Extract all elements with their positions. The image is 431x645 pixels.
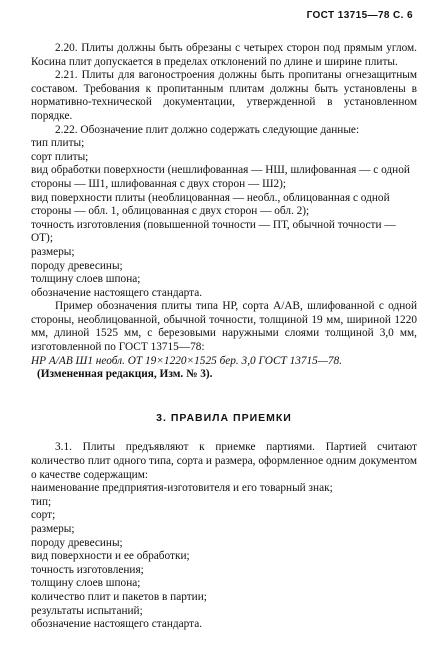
clause-2-22: 2.22. Обозначение плит должно содержать следующие данные:: [55, 123, 360, 136]
designation-item: обозначение настоящего стандарта.: [31, 286, 203, 299]
page-header: ГОСТ 13715—78 С. 6: [306, 10, 413, 21]
designation-item: сорт плиты;: [31, 150, 89, 163]
clause-2-20: 2.20. Плиты должны быть обрезаны с четырех сторон под прямым углом. Косина плит допускается в пределах отклонений по длине и ширине плиты.: [31, 42, 417, 68]
quality-item: количество плит и пакетов в партии;: [31, 590, 207, 603]
clause-2-21: 2.21. Плиты для вагоностроения должны быть пропитаны огнезащитным составом. Требования к пропитанным плитам должны быть установлены в нормативно-технической документации, утвержденной в установленном порядке.: [31, 69, 417, 122]
quality-item: наименование предприятия-изготовителя и его товарный знак;: [31, 482, 333, 495]
designation-example: Пример обозначения плиты типа НР, сорта А/АВ, шлифованной с одной стороны, необлицованной, обычной точности, толщиной 19 мм, шириной 1220 мм, длиной 1525 мм, с березовыми наружными слоями толщиной 3,0 мм, изготовленной по ГОСТ 13715—78:: [31, 300, 417, 354]
designation-item: размеры;: [31, 245, 75, 258]
quality-item: точность изготовления;: [31, 563, 144, 576]
quality-document-list: [31, 482, 417, 632]
designation-list: [31, 137, 417, 300]
designation-item: тип плиты;: [31, 137, 85, 150]
quality-item: толщину слоев шпона;: [31, 577, 141, 590]
quality-item: породу древесины;: [31, 536, 123, 549]
quality-item: тип;: [31, 495, 52, 508]
quality-item: обозначение настоящего стандарта.: [31, 618, 203, 631]
document-body: [31, 42, 417, 632]
clause-3-1: 3.1. Плиты предъявляют к приемке партиями. Партией считают количество плит одного типа, сорта и размера, оформленное одним документом о качестве содержащим:: [31, 441, 417, 481]
quality-item: вид поверхности и ее обработки;: [31, 550, 190, 563]
section-title: 3. ПРАВИЛА ПРИЕМКИ: [156, 411, 292, 424]
designation-item: толщину слоев шпона;: [31, 273, 141, 286]
quality-item: размеры;: [31, 523, 75, 535]
quality-item: результаты испытаний;: [31, 604, 143, 617]
designation-item: вид поверхности плиты (необлицованная — необл., облицованная с одной стороны — обл. 1, облицованная с двух сторон — обл. 2);: [31, 191, 390, 218]
quality-item: сорт;: [31, 509, 56, 522]
designation-item: точность изготовления (повышенной точности — ПТ, обычной точности — ОТ);: [31, 218, 396, 245]
designation-item: породу древесины;: [31, 259, 123, 272]
designation-item: вид обработки поверхности (нешлифованная — НШ, шлифованная — с одной стороны — Ш1, шлифованная с двух сторон — Ш2);: [31, 164, 410, 190]
amendment-note: (Измененная редакция, Изм. № 3).: [37, 368, 213, 381]
designation-example-code: НР А/АВ Ш1 необл. ОТ 19×1220×1525 бер. 3,0 ГОСТ 13715—78.: [31, 354, 342, 367]
